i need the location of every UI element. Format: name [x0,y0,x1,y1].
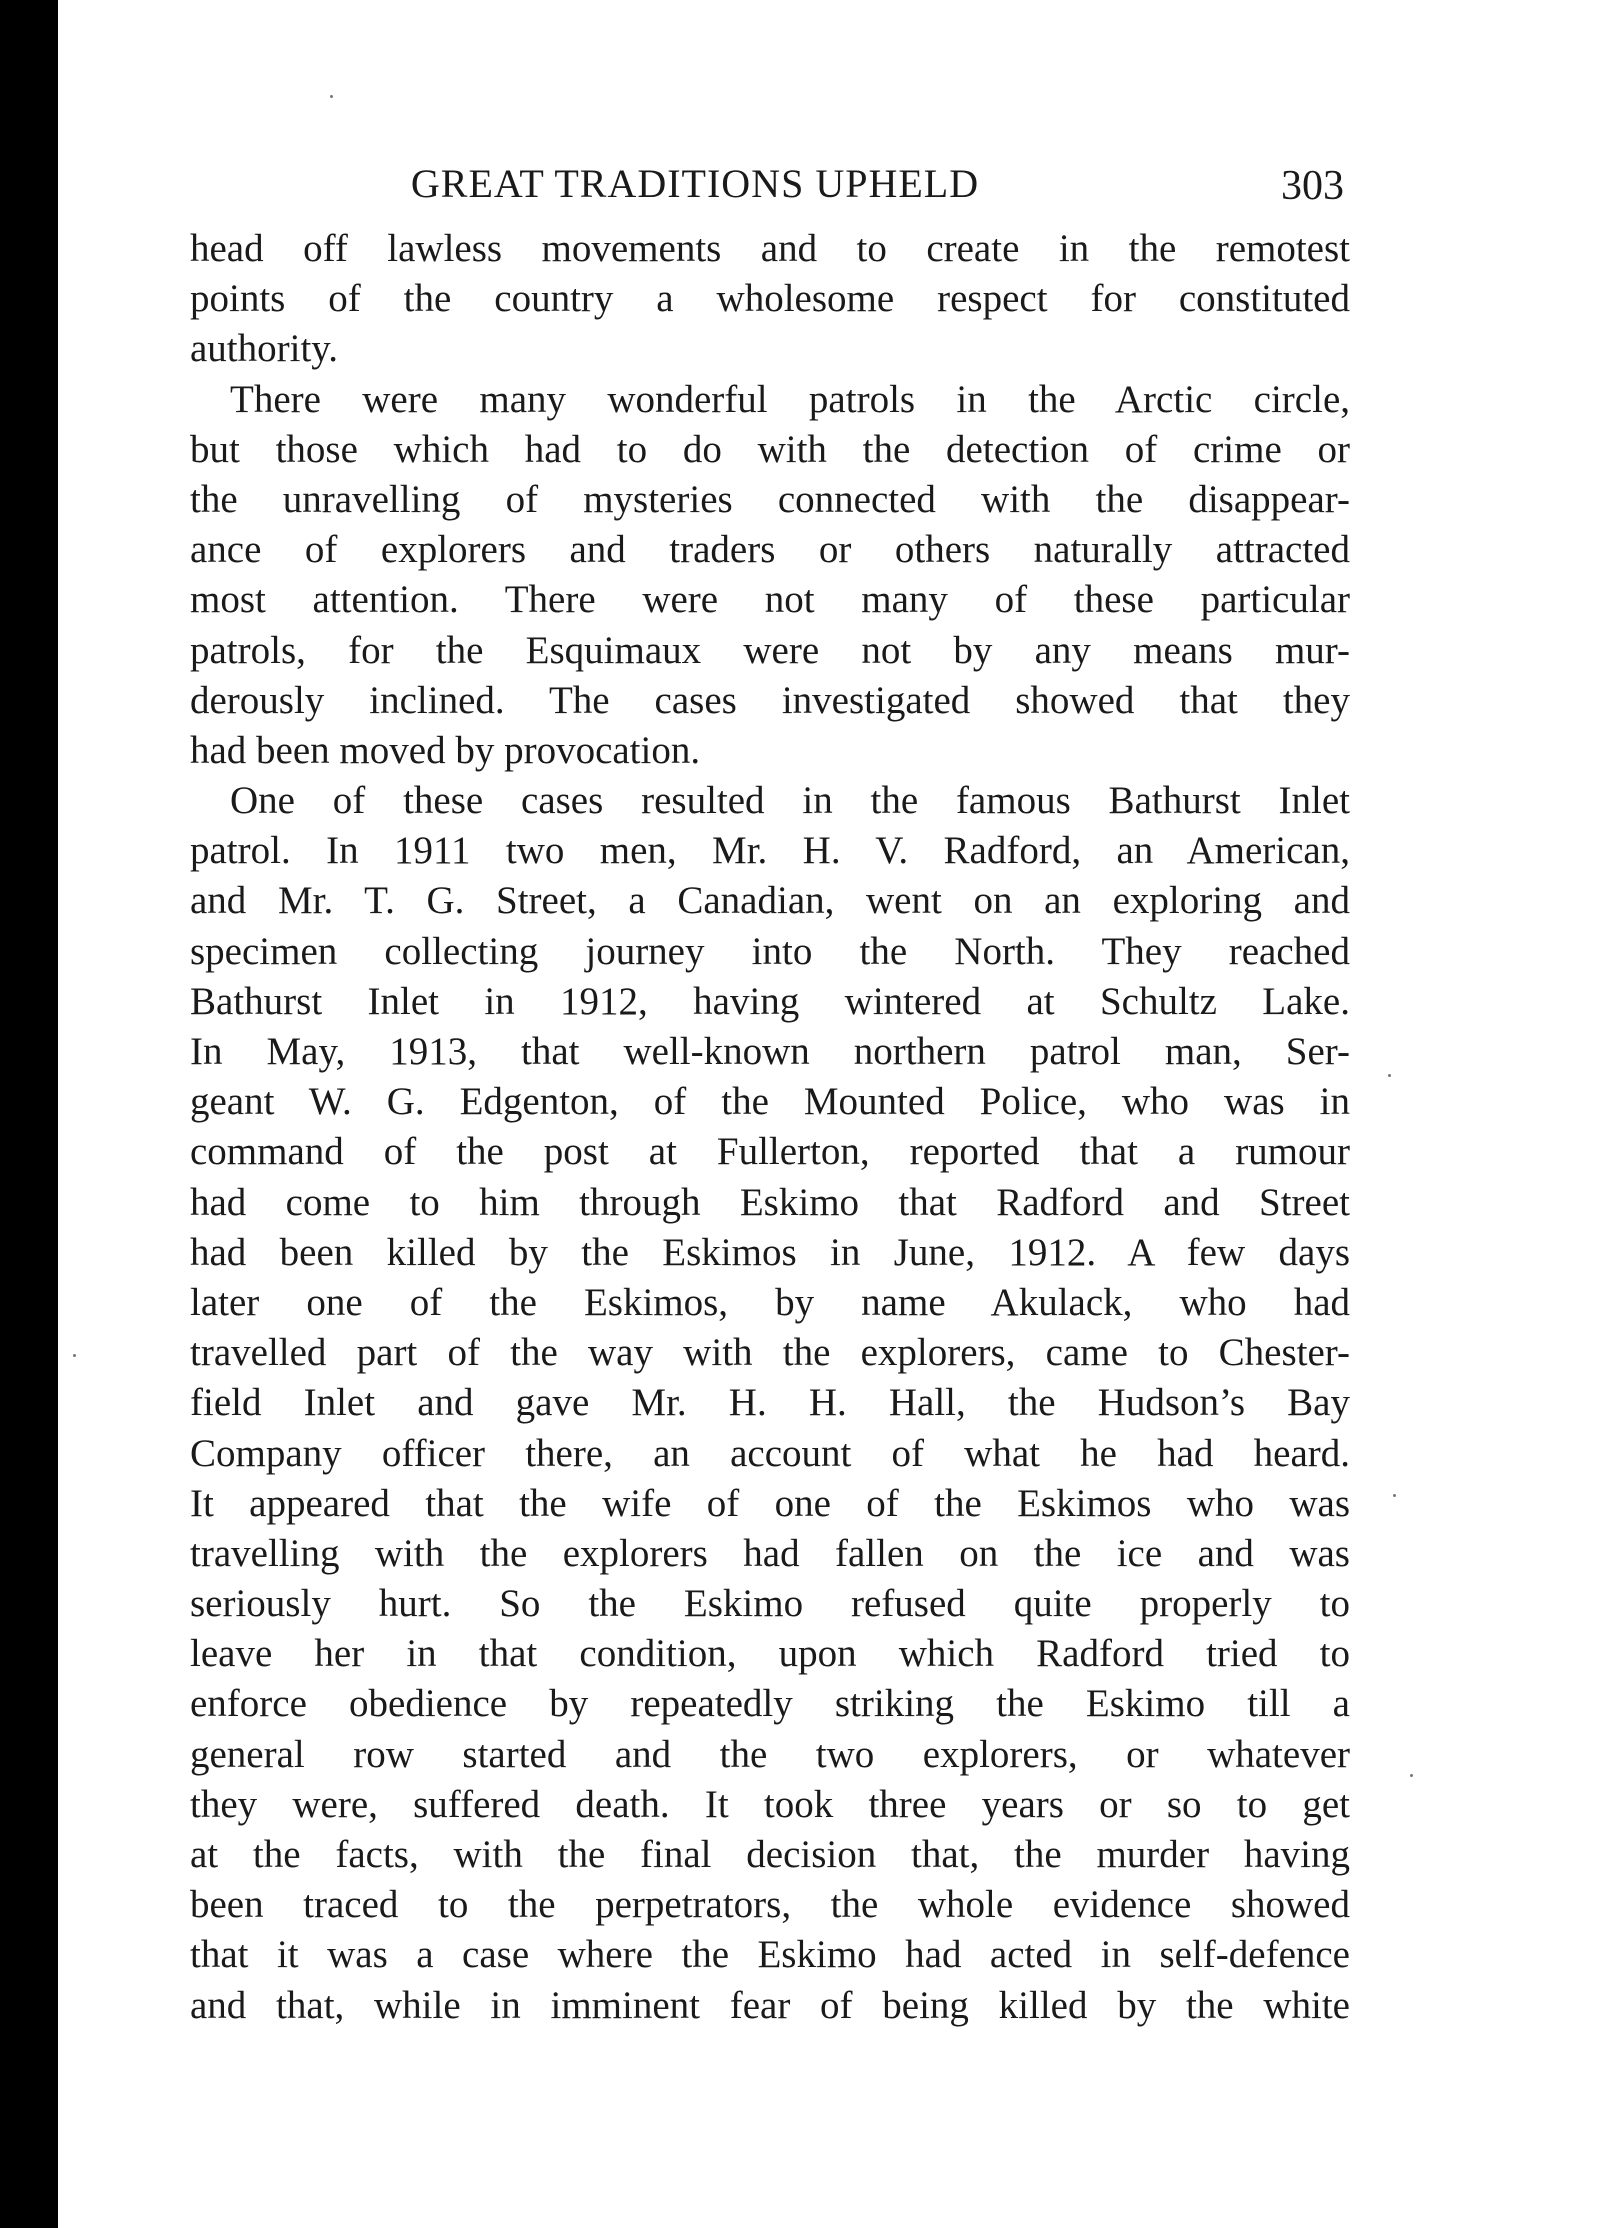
text-line: and Mr. T. G. Street, a Canadian, went on an exploring and [190,879,1350,923]
scan-speck [1410,1774,1413,1777]
text-line: head off lawless movements and to create in the remotest [190,227,1350,270]
text-line: general row started and the two explorers, or whatever [190,1732,1350,1776]
body-text [190,224,1350,2031]
text-line: that it was a case where the Eskimo had acted in self-defence [190,1933,1350,1977]
scan-speck [1393,1494,1396,1497]
text-line: but those which had to do with the detection of crime or [190,427,1350,471]
running-title: GREAT TRADITIONS UPHELD [410,161,980,206]
text-line: patrols, for the Esquimaux were not by any means mur- [190,628,1350,672]
text-line: derously inclined. The cases investigated showed that they [190,678,1350,722]
text-line: One of these cases resulted in the famous Bathurst Inlet [230,779,1350,823]
text-line: It appeared that the wife of one of the Eskimos who was [190,1481,1350,1525]
text-line: enforce obedience by repeatedly striking the Eskimo till a [190,1682,1350,1726]
text-line: and that, while in imminent fear of being killed by the white [190,1983,1350,2027]
text-line: at the facts, with the final decision that, the murder having [190,1833,1350,1876]
text-line: authority. [190,327,339,371]
scan-binding-edge [0,0,58,2228]
text-line: Company officer there, an account of what he had heard. [190,1431,1350,1475]
scan-speck [1388,1074,1391,1077]
text-line: points of the country a wholesome respect for constituted [190,277,1350,321]
text-line: travelling with the explorers had fallen on the ice and was [190,1531,1350,1575]
scan-speck [330,95,333,98]
text-line: command of the post at Fullerton, reported that a rumour [190,1130,1350,1174]
text-line: had been killed by the Eskimos in June, 1912. A few days [190,1230,1350,1274]
text-line: had been moved by provocation. [190,728,701,772]
text-line: had come to him through Eskimo that Radford and Street [190,1180,1350,1224]
text-line: seriously hurt. So the Eskimo refused quite properly to [190,1582,1350,1626]
page-number: 303 [1281,163,1344,209]
text-line: the unravelling of mysteries connected with the disappear- [190,477,1350,521]
text-line: In May, 1913, that well-known northern patrol man, Ser- [190,1030,1350,1073]
text-line: they were, suffered death. It took three years or so to get [190,1782,1350,1826]
text-line: leave her in that condition, upon which Radford tried to [190,1632,1350,1676]
book-page [190,160,1350,2031]
scan-speck [73,1354,76,1357]
text-line: travelled part of the way with the explorers, came to Chester- [190,1331,1350,1375]
running-head [190,160,1350,220]
text-line: specimen collecting journey into the North. They reached [190,929,1350,973]
text-line: later one of the Eskimos, by name Akulack, who had [190,1280,1350,1324]
text-line: most attention. There were not many of these particular [190,578,1350,622]
text-line: geant W. G. Edgenton, of the Mounted Police, who was in [190,1080,1350,1124]
text-line: been traced to the perpetrators, the whole evidence showed [190,1883,1350,1927]
text-line: patrol. In 1911 two men, Mr. H. V. Radford, an American, [190,829,1350,873]
text-line: ance of explorers and traders or others naturally attracted [190,528,1350,572]
text-line: field Inlet and gave Mr. H. H. Hall, the Hudson’s Bay [190,1381,1350,1425]
text-line: Bathurst Inlet in 1912, having wintered at Schultz Lake. [190,979,1350,1023]
text-line: There were many wonderful patrols in the Arctic circle, [230,377,1350,421]
